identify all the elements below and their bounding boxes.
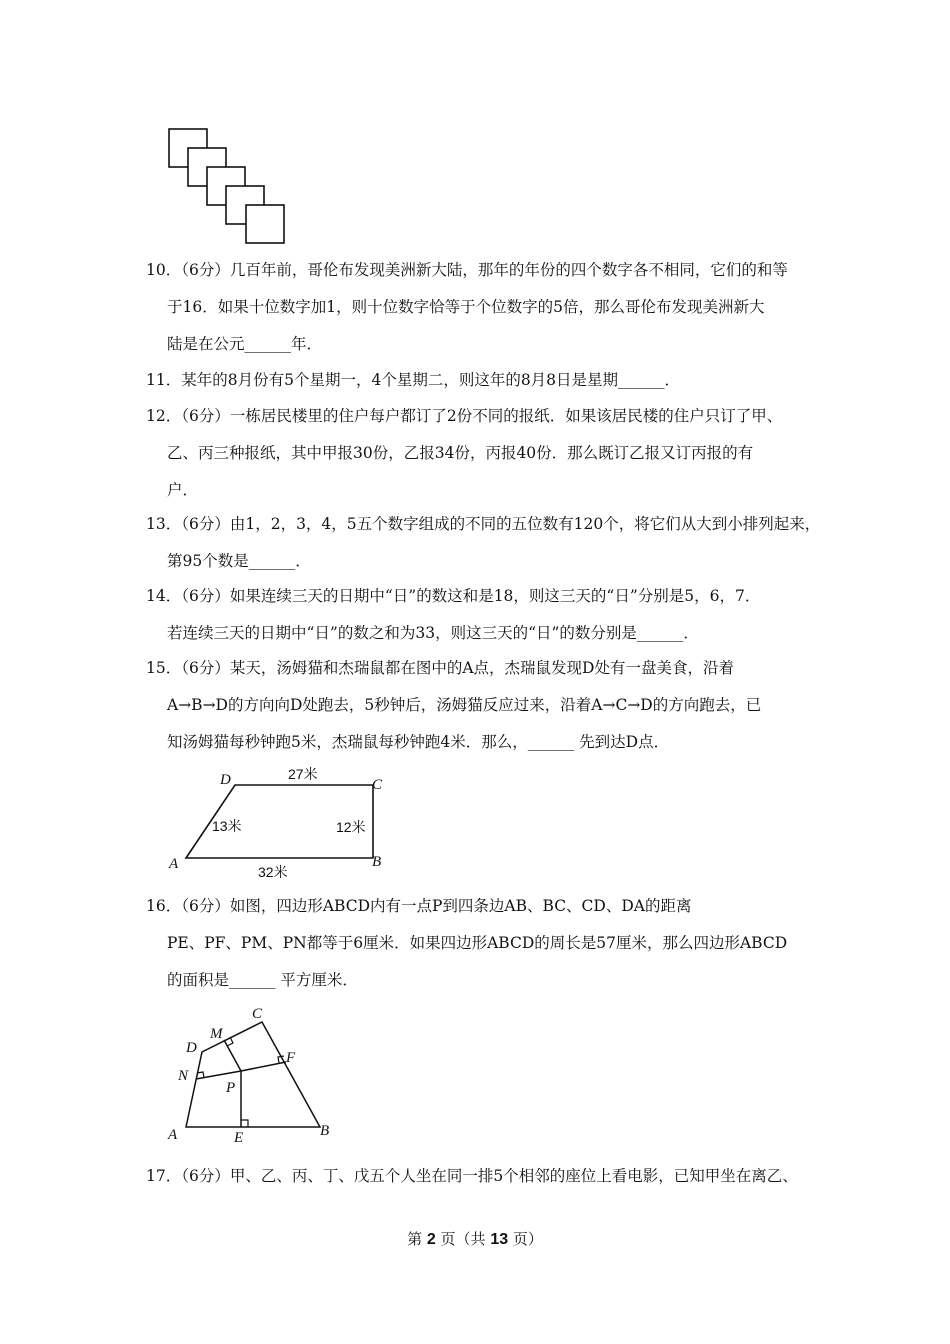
vertex-label-d: D bbox=[220, 772, 231, 788]
quadrilateral-figure bbox=[160, 1000, 350, 1148]
trapezoid-figure bbox=[160, 760, 400, 885]
quadrilateral-shape bbox=[186, 1022, 320, 1127]
question-number: 13． bbox=[146, 515, 182, 533]
question-text: 于16．如果十位数字加1，则十位数字恰等于个位数字的5倍，那么哥伦布发现美洲新大 bbox=[167, 298, 765, 316]
total-pages: 13 bbox=[490, 1231, 509, 1248]
vertex-label-a: A bbox=[168, 1127, 178, 1143]
question-text: PE、PF、PM、PN都等于6厘米．如果四边形ABCD的周长是57厘米，那么四边形ABCD bbox=[167, 934, 788, 952]
question-13 bbox=[146, 506, 821, 580]
segment-pf bbox=[241, 1062, 286, 1071]
point-label-n: N bbox=[178, 1068, 189, 1084]
question-text: 的面积是______ 平方厘米． bbox=[167, 971, 358, 989]
vertex-label-c: C bbox=[372, 777, 383, 793]
page-footer bbox=[0, 1228, 950, 1249]
question-text: （6分）某天，汤姆猫和杰瑞鼠都在图中的A点，杰瑞鼠发现D处有一盘美食，沿着 bbox=[181, 659, 734, 677]
footer-suffix: 页） bbox=[512, 1230, 543, 1248]
question-17 bbox=[146, 1158, 816, 1195]
vertex-label-c: C bbox=[252, 1006, 263, 1022]
question-10 bbox=[146, 252, 816, 363]
question-text: （6分）由1，2，3，4，5五个数字组成的不同的五位数有120个，将它们从大到小排列起来， bbox=[181, 515, 821, 533]
length-top: 27米 bbox=[288, 766, 318, 782]
vertex-label-b: B bbox=[372, 854, 382, 870]
question-text: A→B→D的方向向D处跑去，5秒钟后，汤姆猫反应过来，沿着A→C→D的方向跑去，已 bbox=[167, 696, 762, 714]
footer-prefix: 第 bbox=[407, 1230, 423, 1248]
question-text: （6分）几百年前，哥伦布发现美洲新大陆，那年的年份的四个数字各不相同，它们的和等 bbox=[181, 261, 788, 279]
question-number: 11． bbox=[146, 371, 182, 389]
length-left: 13米 bbox=[212, 818, 242, 834]
question-text: 若连续三天的日期中“日”的数之和为33，则这三天的“日”的数分别是______． bbox=[167, 624, 699, 642]
current-page-number: 2 bbox=[426, 1231, 436, 1248]
question-number: 14． bbox=[146, 587, 182, 605]
point-label-e: E bbox=[234, 1130, 244, 1146]
length-right: 12米 bbox=[336, 819, 366, 835]
question-text: （6分）如果连续三天的日期中“日”的数这和是18，则这三天的“日”分别是5，6，7． bbox=[181, 587, 761, 605]
point-label-p: P bbox=[226, 1080, 236, 1096]
question-11 bbox=[146, 362, 816, 399]
question-number: 17． bbox=[146, 1167, 182, 1185]
question-14 bbox=[146, 578, 816, 652]
question-15 bbox=[146, 650, 816, 761]
question-text: 户． bbox=[167, 481, 199, 499]
question-16 bbox=[146, 888, 816, 999]
question-text: 乙、丙三种报纸，其中甲报30份，乙报34份，丙报40份．那么既订乙报又订丙报的有 bbox=[167, 444, 754, 462]
question-text: （6分）如图，四边形ABCD内有一点P到四条边AB、BC、CD、DA的距离 bbox=[181, 897, 692, 915]
square-5 bbox=[246, 205, 284, 243]
question-number: 15． bbox=[146, 659, 182, 677]
length-bottom: 32米 bbox=[258, 864, 288, 880]
question-text: 第95个数是______． bbox=[167, 552, 311, 570]
question-text: 陆是在公元______年． bbox=[167, 335, 323, 353]
segment-pm bbox=[224, 1040, 241, 1071]
question-text: 某年的8月份有5个星期一，4个星期二，则这年的8月8日是星期______． bbox=[181, 371, 681, 389]
question-text: （6分）一栋居民楼里的住户每户都订了2份不同的报纸．如果该居民楼的住户只订了甲、 bbox=[181, 407, 783, 425]
question-number: 10． bbox=[146, 261, 182, 279]
footer-middle: 页（共 bbox=[440, 1230, 486, 1248]
question-number: 16． bbox=[146, 897, 182, 915]
question-text: 知汤姆猫每秒钟跑5米，杰瑞鼠每秒钟跑4米．那么，______ 先到达D点． bbox=[167, 733, 670, 751]
point-label-f: F bbox=[286, 1050, 296, 1066]
question-text: （6分）甲、乙、丙、丁、戊五个人坐在同一排5个相邻的座位上看电影，已知甲坐在离乙、 bbox=[181, 1167, 798, 1185]
staircase-squares-figure bbox=[166, 126, 290, 246]
vertex-label-d: D bbox=[186, 1040, 197, 1056]
vertex-label-a: A bbox=[169, 856, 179, 872]
right-angle-e bbox=[241, 1120, 248, 1127]
question-number: 12． bbox=[146, 407, 182, 425]
point-label-m: M bbox=[210, 1026, 223, 1042]
question-12 bbox=[146, 398, 816, 509]
vertex-label-b: B bbox=[320, 1123, 330, 1139]
